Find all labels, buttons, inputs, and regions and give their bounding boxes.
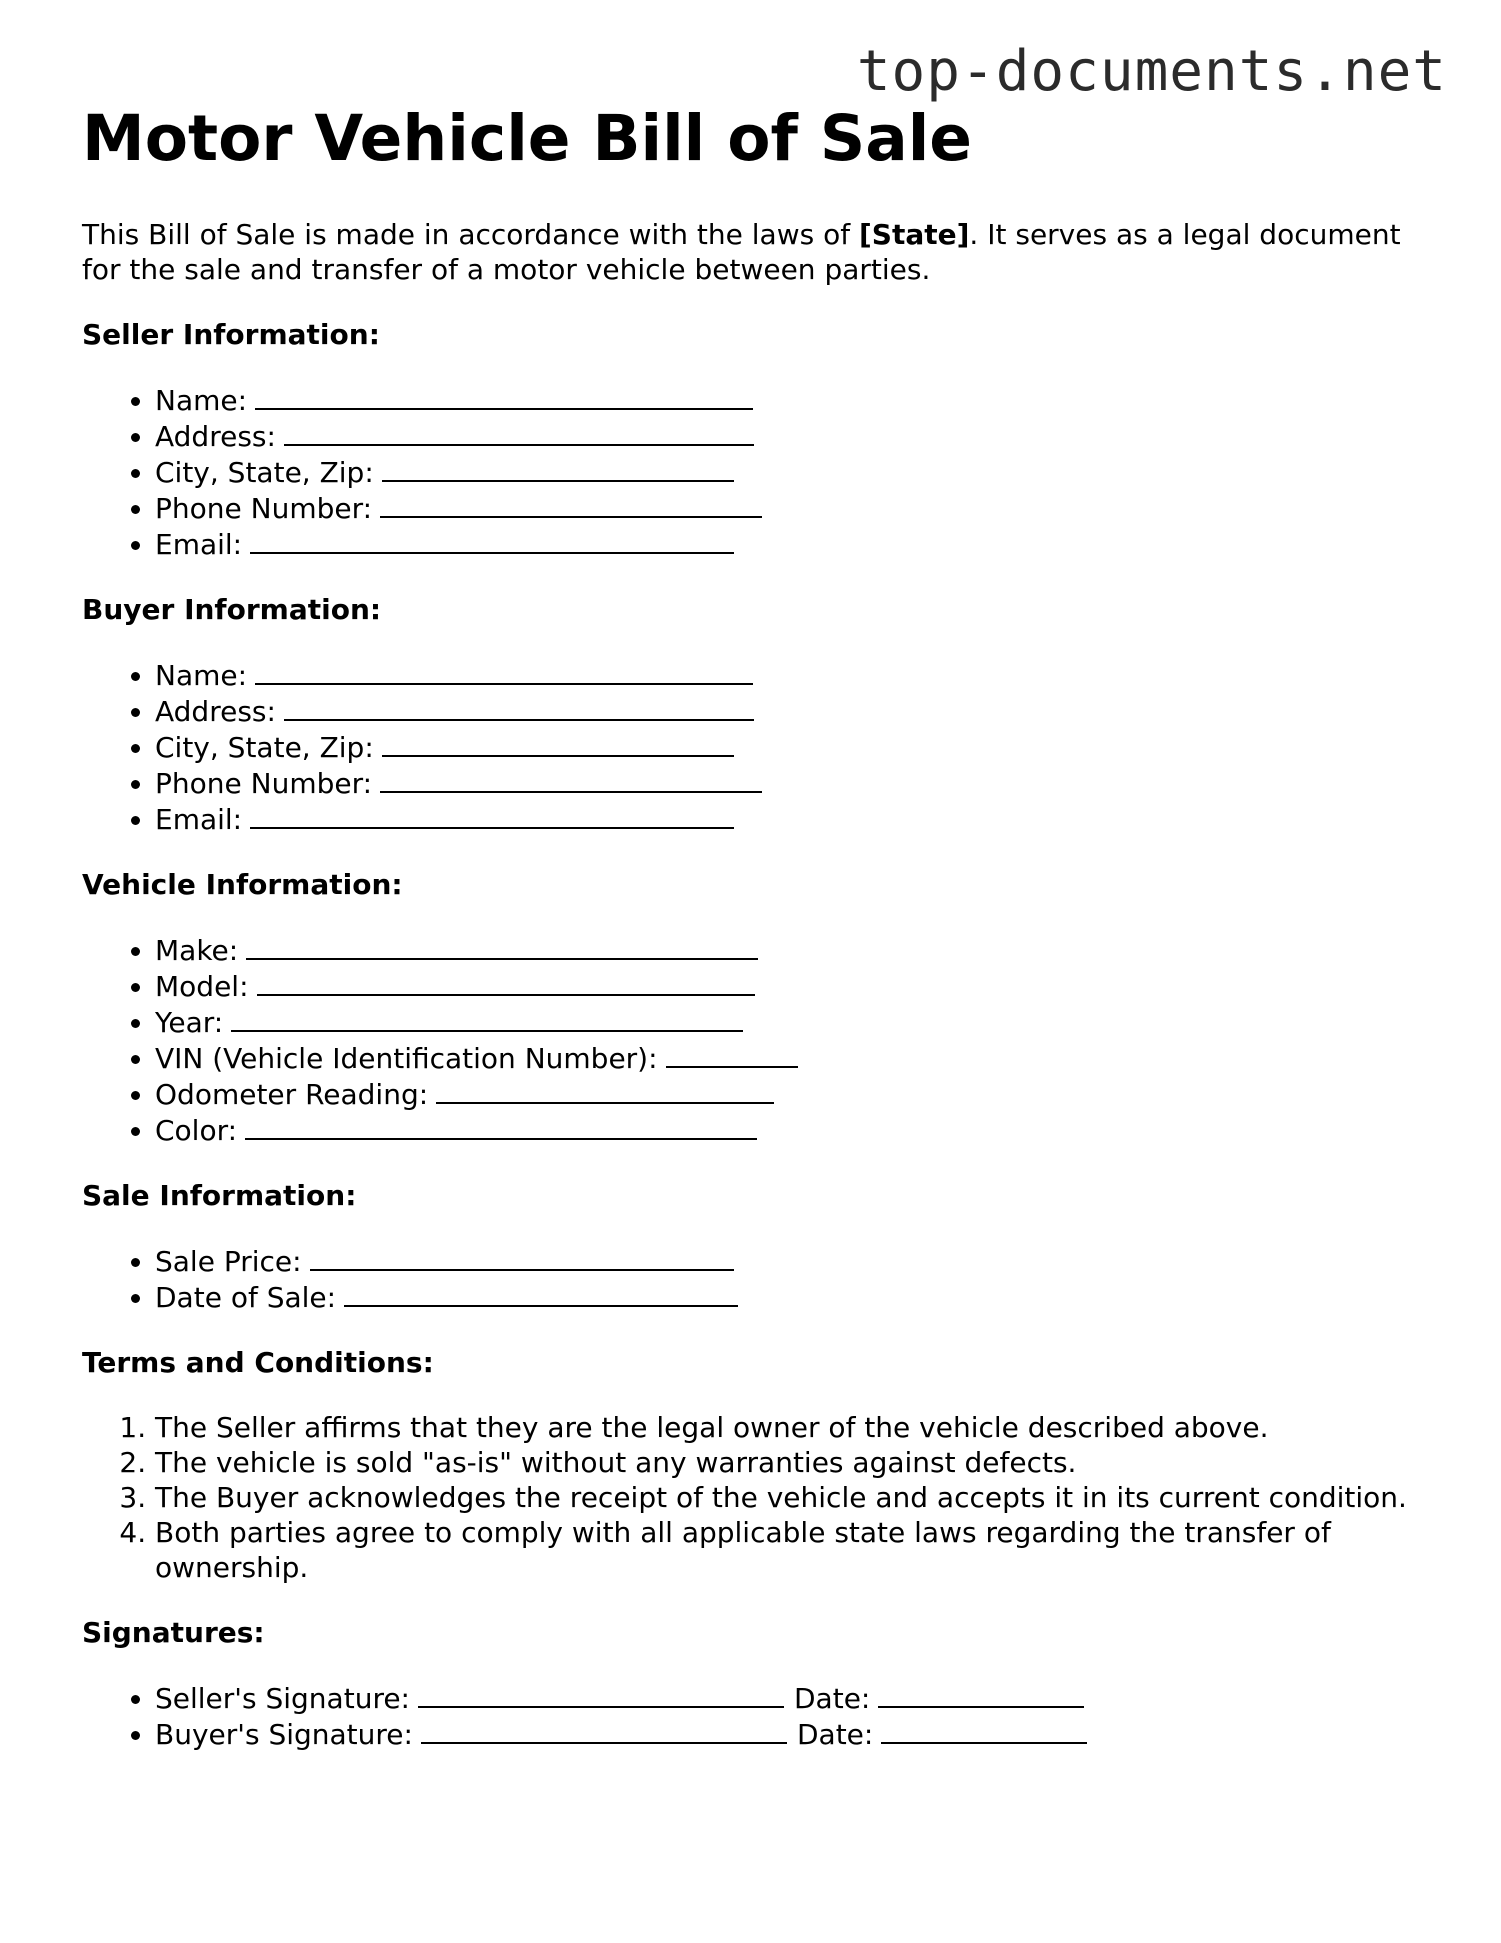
buyer-address-blank[interactable] (284, 693, 754, 721)
vehicle-odometer-blank[interactable] (436, 1076, 774, 1104)
sale-price-blank[interactable] (310, 1243, 734, 1271)
field-label: Year: (155, 1006, 224, 1040)
buyer-signature-line (155, 1716, 1422, 1752)
buyer-fields (82, 657, 1422, 837)
watermark: top-documents.net (856, 39, 1447, 104)
field-label: Model: (155, 970, 249, 1004)
document-title: Motor Vehicle Bill of Sale (82, 102, 973, 175)
vehicle-model-field (155, 968, 1422, 1004)
term-item: 1. The Seller affirms that they are the legal owner of the vehicle described above. (155, 1410, 1422, 1445)
field-label: Phone Number: (155, 492, 373, 526)
sale-fields (82, 1243, 1422, 1315)
seller-email-blank[interactable] (250, 526, 734, 554)
field-label: Date of Sale: (155, 1281, 337, 1315)
buyer-name-blank[interactable] (255, 657, 753, 685)
field-label: VIN (Vehicle Identification Number): (155, 1042, 658, 1076)
seller-phone-blank[interactable] (380, 490, 762, 518)
field-label: City, State, Zip: (155, 731, 374, 765)
term-item: 2. The vehicle is sold "as-is" without any warranties against defects. (155, 1445, 1422, 1480)
field-label: Make: (155, 934, 239, 968)
field-label: Odometer Reading: (155, 1078, 429, 1112)
field-label: Name: (155, 659, 248, 693)
field-label: Phone Number: (155, 767, 373, 801)
date-label: Date: (796, 1718, 874, 1752)
vehicle-make-field (155, 932, 1422, 968)
seller-section-heading: Seller Information: (82, 318, 380, 352)
buyer-email-blank[interactable] (250, 801, 734, 829)
seller-city-state-zip-field (155, 454, 1422, 490)
sale-date-field (155, 1279, 1422, 1315)
buyer-city-state-zip-field (155, 729, 1422, 765)
buyer-section-heading: Buyer Information: (82, 593, 382, 627)
document-page (82, 104, 1422, 1752)
intro-text-start: This Bill of Sale is made in accordance with the laws of (82, 218, 859, 252)
seller-name-blank[interactable] (255, 382, 753, 410)
buyer-city-state-zip-blank[interactable] (382, 729, 734, 757)
field-label: Email: (155, 528, 243, 562)
vehicle-fields (82, 932, 1422, 1148)
field-label: Name: (155, 384, 248, 418)
date-label: Date: (794, 1682, 871, 1716)
field-label: Sale Price: (155, 1245, 302, 1279)
field-label: Buyer's Signature: (155, 1718, 413, 1752)
seller-date-blank[interactable] (878, 1680, 1084, 1708)
signature-fields (82, 1680, 1422, 1752)
seller-email-field (155, 526, 1422, 562)
vehicle-year-blank[interactable] (231, 1004, 743, 1032)
terms-list (82, 1410, 1422, 1585)
buyer-name-field (155, 657, 1422, 693)
field-label: Address: (155, 695, 276, 729)
vehicle-color-blank[interactable] (245, 1112, 757, 1140)
buyer-date-blank[interactable] (881, 1716, 1087, 1744)
term-item: 4. Both parties agree to comply with all applicable state laws regarding the transfer of ownership. (155, 1515, 1422, 1585)
buyer-email-field (155, 801, 1422, 837)
vehicle-vin-field (155, 1040, 1422, 1076)
vehicle-make-blank[interactable] (246, 932, 758, 960)
vehicle-year-field (155, 1004, 1422, 1040)
field-label: Seller's Signature: (155, 1682, 410, 1716)
field-label: Color: (155, 1114, 238, 1148)
vehicle-model-blank[interactable] (257, 968, 755, 996)
buyer-phone-blank[interactable] (380, 765, 762, 793)
intro-text-end: . It serves as a legal document for the sale and transfer of a motor vehicle between parties. (82, 218, 1401, 287)
sale-price-field (155, 1243, 1422, 1279)
vehicle-vin-blank[interactable] (666, 1040, 798, 1068)
sale-section-heading: Sale Information: (82, 1179, 357, 1213)
seller-address-field (155, 418, 1422, 454)
seller-signature-blank[interactable] (418, 1680, 784, 1708)
buyer-address-field (155, 693, 1422, 729)
seller-name-field (155, 382, 1422, 418)
seller-signature-line (155, 1680, 1422, 1716)
term-item: 3. The Buyer acknowledges the receipt of the vehicle and accepts it in its current condition. (155, 1480, 1422, 1515)
seller-phone-field (155, 490, 1422, 526)
vehicle-section-heading: Vehicle Information: (82, 868, 403, 902)
field-label: City, State, Zip: (155, 456, 374, 490)
sale-date-blank[interactable] (344, 1279, 738, 1307)
terms-section-heading: Terms and Conditions: (82, 1346, 434, 1380)
seller-city-state-zip-blank[interactable] (382, 454, 734, 482)
field-label: Email: (155, 803, 243, 837)
state-placeholder: [State] (859, 218, 970, 252)
vehicle-color-field (155, 1112, 1422, 1148)
seller-fields (82, 382, 1422, 562)
seller-address-blank[interactable] (284, 418, 754, 446)
intro-paragraph (82, 217, 1422, 287)
buyer-signature-blank[interactable] (421, 1716, 787, 1744)
field-label: Address: (155, 420, 276, 454)
buyer-phone-field (155, 765, 1422, 801)
vehicle-odometer-field (155, 1076, 1422, 1112)
signatures-section-heading: Signatures: (82, 1616, 265, 1650)
